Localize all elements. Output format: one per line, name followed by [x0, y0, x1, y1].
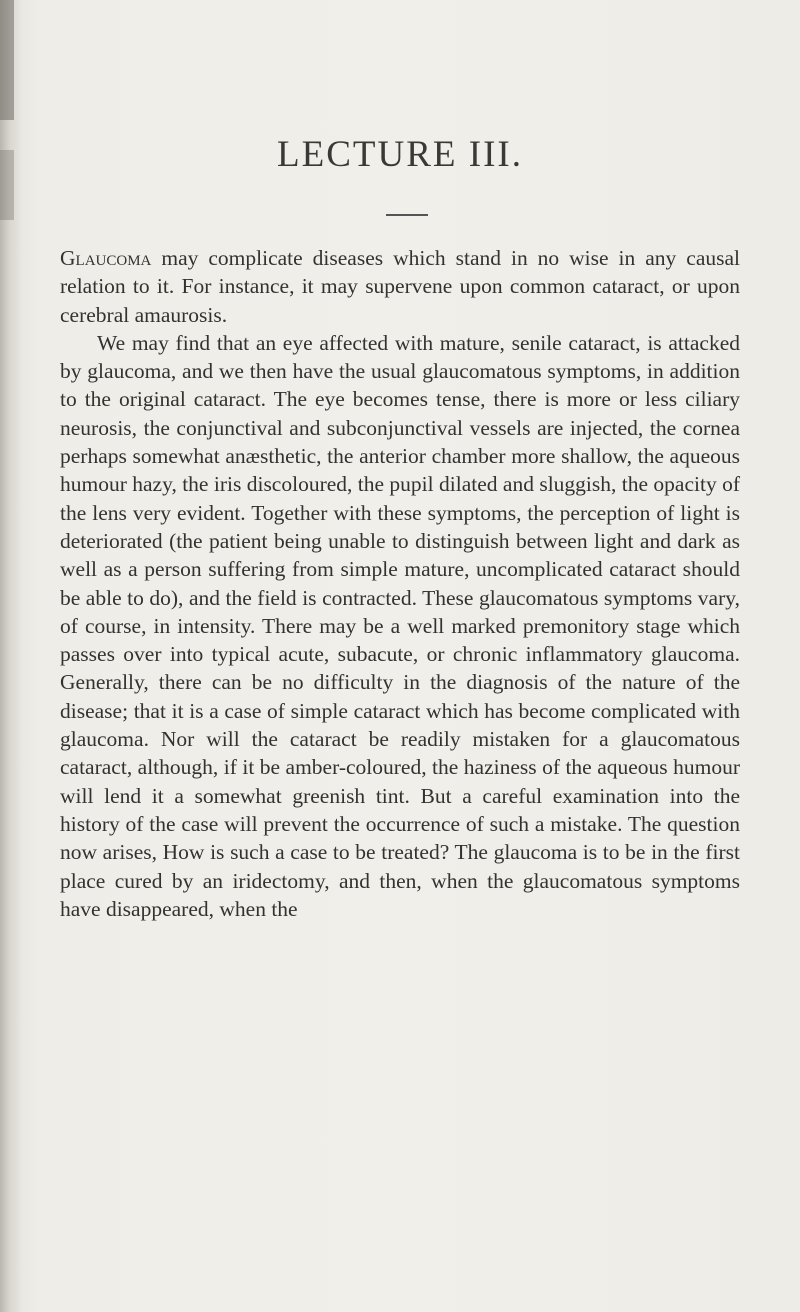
paragraph	[60, 244, 740, 329]
opening-word: Glaucoma	[60, 246, 152, 270]
lecture-heading: LECTURE III.	[277, 134, 523, 175]
heading-rule	[386, 214, 428, 216]
page-spine-shadow	[0, 0, 22, 1312]
paragraph: We may find that an eye affected with mature, senile cataract, is attacked by glaucoma, and we then have the usual glaucomatous symptoms, in addition to the original cataract. The eye becomes tense, there is more or less ciliary neurosis, the conjunctival and subconjunctival vessels are injected, the cornea perhaps somewhat anæsthetic, the anterior chamber more shallow, the aqueous humour hazy, the iris discoloured, the pupil dilated and sluggish, the opacity of the lens very evident. Together with these symptoms, the perception of light is deteriorated (the patient being unable to distinguish between light and dark as well as a person suffering from simple mature, uncomplicated cataract should be able to do), and the field is contracted. These glaucomatous symptoms vary, of course, in intensity. There may be a well marked premonitory stage which passes over into typical acute, subacute, or chronic inflammatory glaucoma. Generally, there can be no difficulty in the diagnosis of the nature of the disease; that it is a case of simple cataract which has become complicated with glaucoma. Nor will the cataract be readily mistaken for a glaucomatous cataract, although, if it be amber-coloured, the haziness of the aqueous humour will lend it a somewhat greenish tint. But a careful examination into the history of the case will prevent the occurrence of such a mistake. The question now arises, How is such a case to be treated? The glaucoma is to be in the first place cured by an iridectomy, and then, when the glaucomatous symptoms have disappeared, when the	[60, 330, 740, 921]
body-text	[60, 244, 740, 923]
paragraph-text: may complicate diseases which stand in no wise in any causal relation to it. For instance, it may supervene upon common cataract, or upon cerebral amaurosis.	[60, 246, 740, 327]
binding-mark	[0, 0, 14, 120]
